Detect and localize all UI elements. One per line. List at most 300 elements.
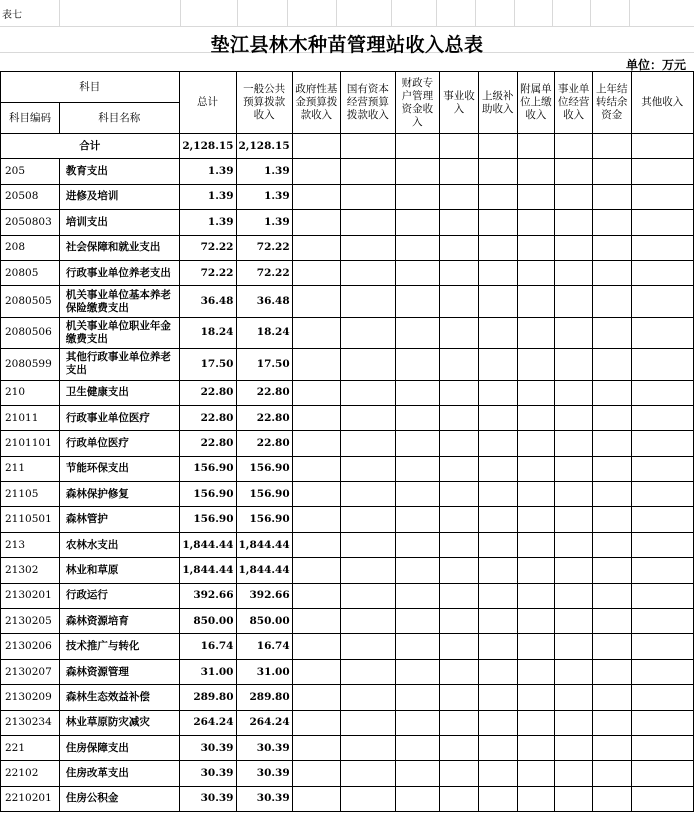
empty-cell (478, 184, 517, 209)
empty-cell (592, 761, 631, 786)
empty-cell (440, 659, 479, 684)
header-general-budget: 一般公共预算拨款收入 (236, 72, 292, 134)
general-budget-cell: 16.74 (236, 634, 292, 659)
header-subject-code: 科目编码 (1, 103, 60, 134)
header-business-income: 事业收入 (440, 72, 479, 134)
subject-code-cell: 2130234 (1, 710, 60, 735)
empty-cell (478, 380, 517, 405)
empty-cell (341, 532, 395, 557)
empty-cell (592, 431, 631, 456)
empty-cell (395, 786, 440, 811)
table-row (1, 685, 694, 710)
empty-cell (341, 380, 395, 405)
empty-cell (292, 235, 341, 260)
subject-name-cell: 进修及培训 (59, 184, 179, 209)
empty-cell (592, 634, 631, 659)
empty-cell (592, 710, 631, 735)
empty-cell (395, 184, 440, 209)
empty-cell (292, 159, 341, 184)
empty-cell (292, 507, 341, 532)
empty-cell (440, 786, 479, 811)
general-budget-cell: 72.22 (236, 260, 292, 285)
empty-cell (631, 761, 693, 786)
table-row (1, 634, 694, 659)
empty-cell (478, 349, 517, 380)
total-amount-cell: 22.80 (179, 405, 236, 430)
subject-name-cell: 林业和草原 (59, 558, 179, 583)
empty-cell (478, 761, 517, 786)
empty-cell (341, 431, 395, 456)
empty-cell (592, 558, 631, 583)
subject-code-cell: 2130209 (1, 685, 60, 710)
empty-cell (478, 317, 517, 348)
subject-code-cell: 21302 (1, 558, 60, 583)
empty-cell (440, 235, 479, 260)
subject-code-cell: 21105 (1, 482, 60, 507)
table-row (1, 184, 694, 209)
empty-cell (517, 634, 555, 659)
table-row (1, 210, 694, 235)
empty-cell (341, 735, 395, 760)
general-budget-cell: 1.39 (236, 210, 292, 235)
empty-cell (555, 609, 593, 634)
general-budget-cell: 264.24 (236, 710, 292, 735)
empty-cell (592, 349, 631, 380)
general-budget-cell: 289.80 (236, 685, 292, 710)
empty-cell (395, 380, 440, 405)
header-total: 总计 (179, 72, 236, 134)
empty-cell (440, 349, 479, 380)
empty-cell (440, 405, 479, 430)
empty-cell (440, 159, 479, 184)
empty-cell (592, 456, 631, 481)
empty-cell (341, 685, 395, 710)
empty-cell (592, 482, 631, 507)
empty-cell (292, 210, 341, 235)
table-row (1, 286, 694, 317)
empty-cell (517, 609, 555, 634)
empty-cell (395, 260, 440, 285)
empty-cell (341, 405, 395, 430)
subject-code-cell: 211 (1, 456, 60, 481)
subject-code-cell: 205 (1, 159, 60, 184)
general-budget-cell: 156.90 (236, 482, 292, 507)
empty-cell (395, 558, 440, 583)
empty-cell (440, 609, 479, 634)
empty-cell (517, 710, 555, 735)
table-row (1, 235, 694, 260)
subject-name-cell: 行政运行 (59, 583, 179, 608)
table-row (1, 317, 694, 348)
empty-cell (292, 735, 341, 760)
empty-cell (592, 235, 631, 260)
empty-cell (517, 405, 555, 430)
empty-cell (440, 286, 479, 317)
total-amount-cell: 1.39 (179, 184, 236, 209)
empty-cell (440, 380, 479, 405)
header-subject-name: 科目名称 (59, 103, 179, 134)
empty-cell (395, 507, 440, 532)
empty-cell (292, 317, 341, 348)
empty-cell (555, 317, 593, 348)
empty-cell (478, 659, 517, 684)
empty-cell (478, 456, 517, 481)
unit-label: 单位：万元 (625, 58, 686, 72)
empty-cell (555, 507, 593, 532)
empty-cell (478, 685, 517, 710)
table-row (1, 431, 694, 456)
total-amount-cell: 22.80 (179, 431, 236, 456)
empty-cell (478, 609, 517, 634)
empty-cell (517, 349, 555, 380)
total-amount-cell: 1,844.44 (179, 558, 236, 583)
general-budget-cell: 31.00 (236, 659, 292, 684)
empty-cell (478, 260, 517, 285)
empty-cell (440, 431, 479, 456)
sheet-tag: 表七 (2, 10, 22, 21)
empty-cell (555, 235, 593, 260)
empty-cell (517, 235, 555, 260)
empty-cell (631, 349, 693, 380)
empty-cell (292, 456, 341, 481)
subject-code-cell: 2130205 (1, 609, 60, 634)
subject-code-cell: 2130207 (1, 659, 60, 684)
empty-cell (440, 456, 479, 481)
empty-cell (517, 260, 555, 285)
empty-cell (395, 761, 440, 786)
empty-cell (631, 532, 693, 557)
table-row (1, 456, 694, 481)
empty-cell (395, 210, 440, 235)
empty-cell (395, 482, 440, 507)
general-budget-cell: 1.39 (236, 184, 292, 209)
header-other-income: 其他收入 (631, 72, 693, 134)
empty-cell (555, 286, 593, 317)
empty-cell (292, 405, 341, 430)
header-affiliated-unit: 附属单位上缴收入 (517, 72, 555, 134)
empty-cell (292, 761, 341, 786)
subject-name-cell: 其他行政事业单位养老支出 (59, 349, 179, 380)
empty-cell (292, 659, 341, 684)
table-row (1, 735, 694, 760)
empty-cell (555, 634, 593, 659)
total-label: 合计 (1, 134, 180, 159)
empty-cell (478, 634, 517, 659)
general-budget-cell: 850.00 (236, 609, 292, 634)
table-row (1, 260, 694, 285)
table-row (1, 558, 694, 583)
general-budget-cell: 18.24 (236, 317, 292, 348)
empty-cell (631, 482, 693, 507)
empty-cell (555, 431, 593, 456)
header-higher-subsidy: 上级补助收入 (478, 72, 517, 134)
empty-cell (592, 260, 631, 285)
empty-cell (341, 659, 395, 684)
empty-cell (631, 659, 693, 684)
empty-cell (631, 286, 693, 317)
empty-cell (292, 184, 341, 209)
header-business-operation: 事业单位经营收入 (555, 72, 593, 134)
empty-cell (592, 609, 631, 634)
total-amount-cell: 30.39 (179, 786, 236, 811)
empty-cell (440, 735, 479, 760)
subject-code-cell: 2050803 (1, 210, 60, 235)
subject-name-cell: 行政事业单位养老支出 (59, 260, 179, 285)
empty-cell (395, 286, 440, 317)
empty-cell (395, 317, 440, 348)
empty-cell (440, 184, 479, 209)
general-budget-cell: 156.90 (236, 456, 292, 481)
empty-cell (517, 507, 555, 532)
subject-code-cell: 22102 (1, 761, 60, 786)
empty-cell (555, 184, 593, 209)
empty-cell (478, 532, 517, 557)
empty-cell (631, 735, 693, 760)
empty-cell (341, 456, 395, 481)
empty-cell (555, 482, 593, 507)
general-budget-cell: 1.39 (236, 159, 292, 184)
subject-code-cell: 20805 (1, 260, 60, 285)
empty-cell (592, 210, 631, 235)
empty-cell (517, 659, 555, 684)
header-gov-fund: 政府性基金预算拨款收入 (292, 72, 341, 134)
empty-cell (631, 685, 693, 710)
empty-cell (517, 159, 555, 184)
table-row (1, 532, 694, 557)
subject-name-cell: 技术推广与转化 (59, 634, 179, 659)
header-carryover: 上年结转结余资金 (592, 72, 631, 134)
empty-cell (395, 583, 440, 608)
empty-cell (341, 558, 395, 583)
empty-cell (395, 532, 440, 557)
total-amount-cell: 30.39 (179, 735, 236, 760)
empty-cell (440, 634, 479, 659)
subject-name-cell: 住房改革支出 (59, 761, 179, 786)
empty-cell (631, 558, 693, 583)
empty-cell (631, 159, 693, 184)
empty-cell (478, 583, 517, 608)
empty-cell (341, 235, 395, 260)
header-subject: 科目 (1, 72, 180, 103)
empty-cell (478, 735, 517, 760)
empty-cell (631, 210, 693, 235)
subject-code-cell: 2110501 (1, 507, 60, 532)
total-amount-cell: 156.90 (179, 482, 236, 507)
subject-name-cell: 森林生态效益补偿 (59, 685, 179, 710)
empty-cell (555, 349, 593, 380)
subject-name-cell: 节能环保支出 (59, 456, 179, 481)
empty-cell (440, 532, 479, 557)
empty-cell (631, 583, 693, 608)
subject-name-cell: 森林资源管理 (59, 659, 179, 684)
empty-cell (341, 317, 395, 348)
table-row (1, 405, 694, 430)
empty-cell (292, 482, 341, 507)
empty-cell (555, 761, 593, 786)
empty-cell (341, 507, 395, 532)
empty-cell (292, 286, 341, 317)
empty-cell (592, 659, 631, 684)
empty-cell (631, 380, 693, 405)
empty-cell (555, 710, 593, 735)
table-row (1, 710, 694, 735)
empty-cell (555, 583, 593, 608)
table-header (1, 72, 694, 134)
empty-cell (292, 558, 341, 583)
empty-cell (341, 159, 395, 184)
empty-cell (478, 210, 517, 235)
empty-cell (478, 159, 517, 184)
total-amount-cell: 1.39 (179, 159, 236, 184)
total-row (1, 134, 694, 159)
empty-cell (478, 558, 517, 583)
empty-cell (395, 159, 440, 184)
empty-cell (440, 710, 479, 735)
general-budget-cell: 22.80 (236, 380, 292, 405)
general-budget-cell: 1,844.44 (236, 532, 292, 557)
empty-cell (592, 317, 631, 348)
total-general-amount: 2,128.15 (236, 134, 292, 159)
empty-cell (395, 431, 440, 456)
empty-cell (395, 659, 440, 684)
empty-cell (292, 634, 341, 659)
empty-cell (517, 431, 555, 456)
empty-cell (341, 634, 395, 659)
empty-cell (341, 210, 395, 235)
empty-cell (631, 710, 693, 735)
empty-cell (517, 184, 555, 209)
empty-cell (292, 685, 341, 710)
empty-cell (592, 786, 631, 811)
empty-cell (440, 558, 479, 583)
empty-cell (555, 210, 593, 235)
empty-cell (440, 685, 479, 710)
empty-cell (341, 761, 395, 786)
subject-code-cell: 2080599 (1, 349, 60, 380)
general-budget-cell: 392.66 (236, 583, 292, 608)
empty-cell (555, 260, 593, 285)
table-row (1, 507, 694, 532)
subject-code-cell: 2210201 (1, 786, 60, 811)
total-amount-cell: 36.48 (179, 286, 236, 317)
empty-cell (292, 349, 341, 380)
empty-cell (478, 405, 517, 430)
table-row (1, 786, 694, 811)
empty-cell (478, 431, 517, 456)
empty-cell (478, 286, 517, 317)
empty-cell (440, 317, 479, 348)
empty-cell (341, 349, 395, 380)
subject-code-cell: 2080505 (1, 286, 60, 317)
empty-cell (592, 583, 631, 608)
empty-cell (517, 761, 555, 786)
empty-cell (292, 583, 341, 608)
income-summary-table (0, 71, 694, 812)
empty-cell (478, 710, 517, 735)
total-amount: 2,128.15 (179, 134, 236, 159)
total-amount-cell: 30.39 (179, 761, 236, 786)
header-state-capital: 国有资本经营预算拨款收入 (341, 72, 395, 134)
table-row (1, 349, 694, 380)
table-row (1, 761, 694, 786)
subject-code-cell: 21011 (1, 405, 60, 430)
empty-cell (341, 286, 395, 317)
subject-code-cell: 221 (1, 735, 60, 760)
empty-cell (341, 583, 395, 608)
empty-cell (440, 210, 479, 235)
table-row (1, 482, 694, 507)
empty-cell (592, 286, 631, 317)
empty-cell (592, 380, 631, 405)
empty-cell (631, 634, 693, 659)
page-title: 垫江县林木种苗管理站收入总表 (210, 34, 484, 56)
empty-cell (517, 532, 555, 557)
subject-code-cell: 210 (1, 380, 60, 405)
subject-code-cell: 2130201 (1, 583, 60, 608)
subject-name-cell: 农林水支出 (59, 532, 179, 557)
empty-cell (517, 210, 555, 235)
total-amount-cell: 392.66 (179, 583, 236, 608)
empty-cell (440, 260, 479, 285)
empty-cell (631, 317, 693, 348)
empty-cell (517, 380, 555, 405)
empty-cell (395, 349, 440, 380)
empty-cell (440, 583, 479, 608)
empty-cell (341, 260, 395, 285)
general-budget-cell: 36.48 (236, 286, 292, 317)
empty-cell (341, 609, 395, 634)
subject-name-cell: 森林资源培育 (59, 609, 179, 634)
total-amount-cell: 16.74 (179, 634, 236, 659)
subject-name-cell: 社会保障和就业支出 (59, 235, 179, 260)
total-amount-cell: 156.90 (179, 456, 236, 481)
general-budget-cell: 72.22 (236, 235, 292, 260)
empty-cell (440, 482, 479, 507)
empty-cell (440, 761, 479, 786)
empty-cell (292, 431, 341, 456)
header-fiscal-special: 财政专户管理资金收入 (395, 72, 440, 134)
empty-cell (517, 558, 555, 583)
total-amount-cell: 289.80 (179, 685, 236, 710)
general-budget-cell: 22.80 (236, 405, 292, 430)
empty-cell (592, 405, 631, 430)
empty-cell (631, 184, 693, 209)
empty-cell (517, 286, 555, 317)
empty-cell (517, 583, 555, 608)
table-row (1, 380, 694, 405)
empty-cell (440, 507, 479, 532)
subject-name-cell: 教育支出 (59, 159, 179, 184)
total-amount-cell: 1.39 (179, 210, 236, 235)
subject-name-cell: 住房保障支出 (59, 735, 179, 760)
subject-name-cell: 机关事业单位基本养老保险缴费支出 (59, 286, 179, 317)
total-amount-cell: 156.90 (179, 507, 236, 532)
empty-cell (478, 507, 517, 532)
empty-cell (631, 405, 693, 430)
empty-cell (478, 482, 517, 507)
table-row (1, 659, 694, 684)
empty-cell (292, 710, 341, 735)
empty-cell (555, 159, 593, 184)
subject-code-cell: 2101101 (1, 431, 60, 456)
table-body (1, 134, 694, 812)
general-budget-cell: 1,844.44 (236, 558, 292, 583)
empty-cell (592, 532, 631, 557)
general-budget-cell: 30.39 (236, 786, 292, 811)
subject-code-cell: 20508 (1, 184, 60, 209)
subject-name-cell: 行政单位医疗 (59, 431, 179, 456)
general-budget-cell: 30.39 (236, 735, 292, 760)
